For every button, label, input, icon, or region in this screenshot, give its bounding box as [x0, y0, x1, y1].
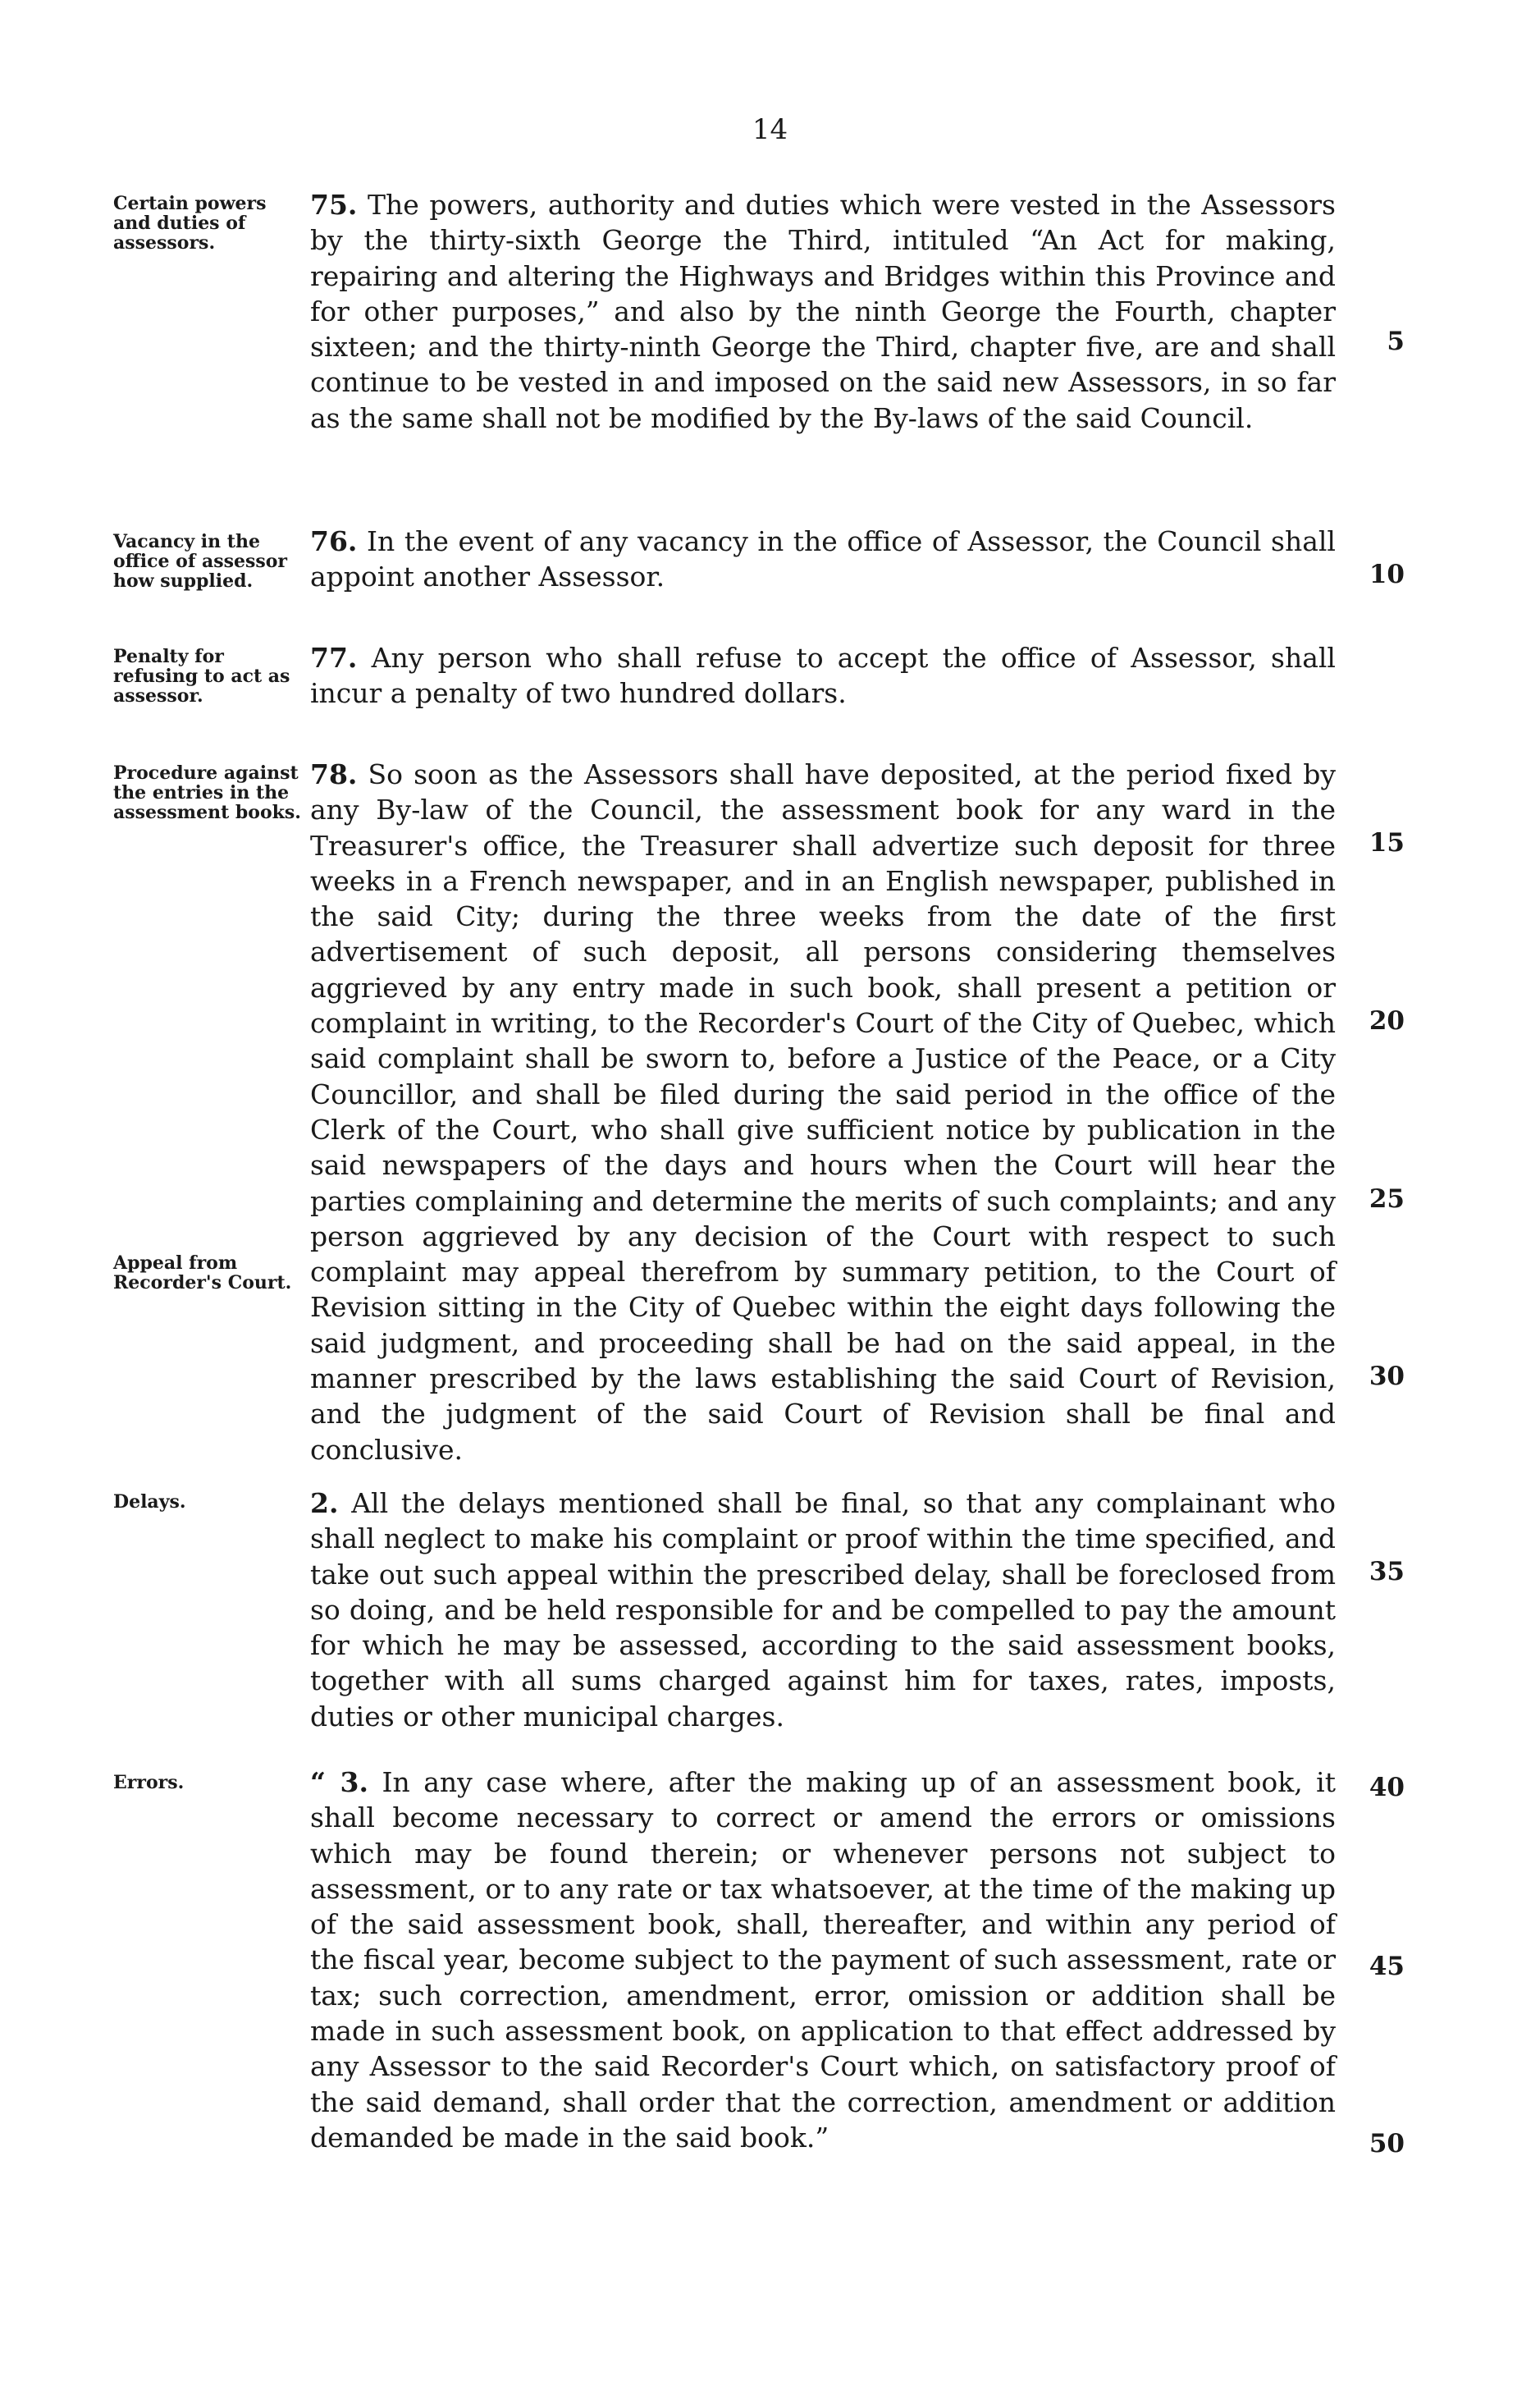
section-text: So soon as the Assessors shall have deposited, at the period fixed by any By-law of the Council, the assessment book for any ward in the Treasurer's office, the Treasurer shall advertize such deposit for three weeks in a French newspaper, and in an English newspaper, published in the said City; during the three weeks from the date of the first advertisement of such deposit, all persons considering themselves aggrieved by any entry made in such book, shall present a petition or complaint in writing, to the Recorder's Court of the City of Quebec, which said complaint shall be sworn to, before a Justice of the Peace, or a City Councillor, and shall be filed during the said period in the office of the Clerk of the Court, who shall give sufficient notice by publication in the said newspapers of the days and hours when the Court will hear the parties complaining and determine the merits of such complaints; and any person aggrieved by any decision of the Court with respect to such complaint may appeal therefrom by summary petition, to the Court of Revision sitting in the City of Quebec within the eight days following the said judgment, and proceeding shall be had on the said appeal, in the manner prescribed by the laws establishing the said Court of Revision, and the judgment of the said Court of Revision shall be final and conclusive. — [310, 758, 1337, 1466]
section-body — [310, 187, 1336, 436]
section-number: 75. — [310, 189, 358, 221]
page-number: 14 — [752, 113, 788, 146]
section-number: 76. — [310, 525, 358, 557]
section-text: Any person who shall refuse to accept the office of Assessor, shall incur a penalty of two hundred dollars. — [310, 642, 1336, 710]
section-body — [310, 640, 1336, 712]
margin-note: Delays. — [113, 1491, 186, 1513]
section-text: All the delays mentioned shall be final, so that any complainant who shall neglect to make his complaint or proof within the time specified, and take out such appeal within the prescribed delay, shall be foreclosed from so doing, and be held responsible for and be compelled to pay the amount for which he may be assessed, according to the said assessment books, together with all sums charged against him for taxes, rates, imposts, duties or other municipal charges. — [310, 1487, 1336, 1733]
line-number: 25 — [1369, 1184, 1405, 1214]
line-number: 35 — [1369, 1557, 1405, 1586]
section-text: In the event of any vacancy in the office of Assessor, the Council shall appoint another Assessor. — [310, 525, 1336, 593]
section-number: “ 3. — [310, 1766, 368, 1798]
line-number: 5 — [1387, 327, 1405, 356]
section-body — [310, 757, 1336, 1467]
margin-note: Vacancy in the office of assessor how supplied. — [113, 531, 287, 592]
section-body — [310, 524, 1336, 595]
line-number: 30 — [1369, 1362, 1405, 1391]
margin-note-appeal: Appeal from Recorder's Court. — [113, 1252, 292, 1293]
section-text: The powers, authority and duties which were vested in the Assessors by the thirty-sixth George the Third, intituled “An Act for making, repairing and altering the Highways and Bridges within this Province and for other purposes,” and also by the ninth George the Fourth, chapter sixteen; and the thirty-ninth George the Third, chapter five, are and shall continue to be vested in and imposed on the said new Assessors, in so far as the same shall not be modified by the By-laws of the said Council. — [310, 189, 1336, 434]
line-number: 45 — [1369, 1952, 1405, 1981]
margin-note: Penalty for refusing to act as assessor. — [113, 646, 290, 707]
section-number: 2. — [310, 1487, 339, 1519]
margin-note: Certain powers and duties of assessors. — [113, 193, 267, 254]
section-number: 78. — [310, 758, 358, 790]
line-number: 10 — [1369, 560, 1405, 589]
line-number: 50 — [1369, 2129, 1405, 2158]
line-number: 15 — [1369, 828, 1405, 858]
margin-note: Errors. — [113, 1772, 185, 1793]
section-number: 77. — [310, 642, 358, 674]
section-body — [310, 1485, 1336, 1734]
section-body — [310, 1765, 1336, 2155]
line-number: 20 — [1369, 1006, 1405, 1036]
margin-note: Procedure against the entries in the assessment books. — [113, 762, 301, 823]
section-text: In any case where, after the making up of an assessment book, it shall become necessary to correct or amend the errors or omissions which may be found therein; or whenever persons not subject to assessment, or to any rate or tax whatsoever, at the time of the making up of the said assessment book, shall, thereafter, and within any period of the fiscal year, become subject to the payment of such assessment, rate or tax; such correction, amendment, error, omission or addition shall be made in such assessment book, on application to that effect addressed by any Assessor to the said Recorder's Court which, on satisfactory proof of the said demand, shall order that the correction, amendment or addition demanded be made in the said book.” — [310, 1766, 1337, 2154]
line-number: 40 — [1369, 1773, 1405, 1802]
